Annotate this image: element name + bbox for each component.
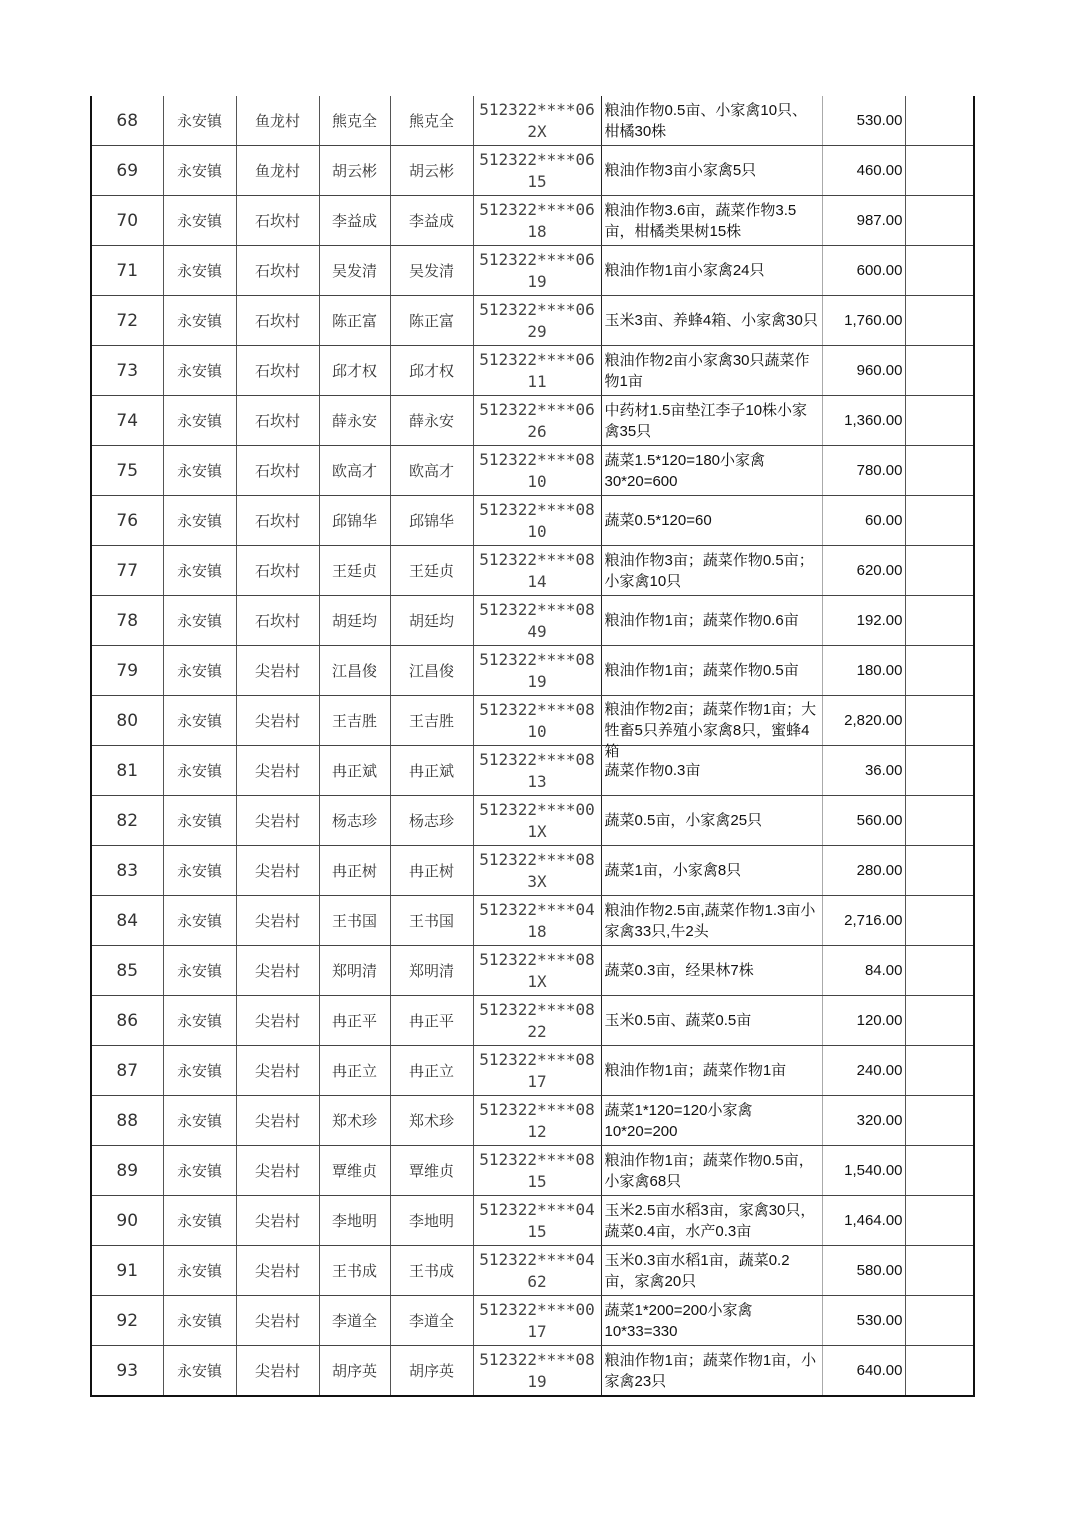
industry-description-text: 粮油作物2.5亩,蔬菜作物1.3亩小家禽33只,牛2头 <box>604 901 816 940</box>
village-cell: 尖岩村 <box>236 1146 319 1196</box>
household-head-cell: 陈正富 <box>319 296 390 346</box>
subsidy-amount-cell: 640.00 <box>822 1346 905 1397</box>
industry-description-text: 玉米0.3亩水稻1亩，蔬菜0.2亩，家禽20只 <box>604 1251 790 1290</box>
industry-description-cell <box>601 446 822 496</box>
household-head-cell: 杨志珍 <box>319 796 390 846</box>
town-cell: 永安镇 <box>163 646 236 696</box>
table-row <box>91 96 974 146</box>
subsidy-amount-cell: 1,360.00 <box>822 396 905 446</box>
subsidy-amount-cell: 36.00 <box>822 746 905 796</box>
recipient-name-cell: 胡廷均 <box>390 596 473 646</box>
table-row <box>91 446 974 496</box>
row-number: 91 <box>91 1246 163 1296</box>
subsidy-amount-cell: 1,540.00 <box>822 1146 905 1196</box>
recipient-name-cell: 邱锦华 <box>390 496 473 546</box>
town-cell: 永安镇 <box>163 1196 236 1246</box>
id-number-cell: 512322****0813 <box>473 746 601 796</box>
id-number-cell: 512322****0822 <box>473 996 601 1046</box>
remarks-cell <box>905 196 974 246</box>
town-cell: 永安镇 <box>163 196 236 246</box>
subsidy-amount-cell: 987.00 <box>822 196 905 246</box>
subsidy-amount-cell: 530.00 <box>822 1296 905 1346</box>
industry-description-cell <box>601 1096 822 1146</box>
remarks-cell <box>905 96 974 146</box>
village-cell: 石坎村 <box>236 396 319 446</box>
row-number: 87 <box>91 1046 163 1096</box>
household-head-cell: 覃维贞 <box>319 1146 390 1196</box>
household-head-cell: 邱锦华 <box>319 496 390 546</box>
table-row <box>91 1296 974 1346</box>
table-row <box>91 746 974 796</box>
industry-description-text: 粮油作物1亩；蔬菜作物1亩 <box>604 1062 787 1079</box>
subsidy-amount-cell: 530.00 <box>822 96 905 146</box>
town-cell: 永安镇 <box>163 296 236 346</box>
industry-description-cell <box>601 846 822 896</box>
industry-description-text: 粮油作物0.5亩、小家禽10只、柑橘30株 <box>604 101 808 140</box>
village-cell: 鱼龙村 <box>236 146 319 196</box>
recipient-name-cell: 冉正树 <box>390 846 473 896</box>
town-cell: 永安镇 <box>163 396 236 446</box>
id-number-cell: 512322****081X <box>473 946 601 996</box>
town-cell: 永安镇 <box>163 546 236 596</box>
remarks-cell <box>905 746 974 796</box>
subsidy-amount-cell: 560.00 <box>822 796 905 846</box>
village-cell: 石坎村 <box>236 196 319 246</box>
id-number-cell: 512322****0462 <box>473 1246 601 1296</box>
table-row <box>91 1046 974 1096</box>
household-head-cell: 邱才权 <box>319 346 390 396</box>
subsidy-amount-cell: 620.00 <box>822 546 905 596</box>
subsidy-amount-cell: 1,760.00 <box>822 296 905 346</box>
industry-description-cell <box>601 796 822 846</box>
remarks-cell <box>905 846 974 896</box>
industry-description-text: 粮油作物1亩；蔬菜作物0.5亩，小家禽68只 <box>604 1151 814 1190</box>
remarks-cell <box>905 296 974 346</box>
village-cell: 尖岩村 <box>236 896 319 946</box>
town-cell: 永安镇 <box>163 1246 236 1296</box>
industry-description-cell <box>601 696 822 760</box>
recipient-name-cell: 王吉胜 <box>390 696 473 746</box>
village-cell: 石坎村 <box>236 346 319 396</box>
remarks-cell <box>905 996 974 1046</box>
recipient-name-cell: 胡云彬 <box>390 146 473 196</box>
recipient-name-cell: 吴发清 <box>390 246 473 296</box>
industry-description-text: 玉米0.5亩、蔬菜0.5亩 <box>604 1012 752 1029</box>
table-row <box>91 796 974 846</box>
remarks-cell <box>905 596 974 646</box>
subsidy-amount-cell: 180.00 <box>822 646 905 696</box>
subsidy-amount-cell: 1,464.00 <box>822 1196 905 1246</box>
subsidy-amount-cell: 2,716.00 <box>822 896 905 946</box>
household-head-cell: 王廷贞 <box>319 546 390 596</box>
industry-description-cell <box>601 546 822 596</box>
village-cell: 尖岩村 <box>236 1196 319 1246</box>
remarks-cell <box>905 396 974 446</box>
industry-description-text: 蔬菜1*200=200小家禽10*33=330 <box>604 1301 753 1340</box>
village-cell: 尖岩村 <box>236 846 319 896</box>
table-row <box>91 1146 974 1196</box>
town-cell: 永安镇 <box>163 1296 236 1346</box>
remarks-cell <box>905 1346 974 1397</box>
subsidy-amount-cell: 120.00 <box>822 996 905 1046</box>
remarks-cell <box>905 1246 974 1296</box>
row-number: 85 <box>91 946 163 996</box>
remarks-cell <box>905 146 974 196</box>
id-number-cell: 512322****0819 <box>473 1346 601 1397</box>
remarks-cell <box>905 896 974 946</box>
remarks-cell <box>905 796 974 846</box>
village-cell: 石坎村 <box>236 546 319 596</box>
id-number-cell: 512322****0629 <box>473 296 601 346</box>
subsidy-amount-cell: 600.00 <box>822 246 905 296</box>
subsidy-amount-cell: 960.00 <box>822 346 905 396</box>
recipient-name-cell: 王廷贞 <box>390 546 473 596</box>
table-row <box>91 546 974 596</box>
industry-description-cell <box>601 1346 822 1397</box>
industry-description-cell <box>601 996 822 1046</box>
id-number-cell: 512322****0815 <box>473 1146 601 1196</box>
subsidy-amount-cell: 2,820.00 <box>822 696 905 746</box>
remarks-cell <box>905 646 974 696</box>
recipient-name-cell: 王书成 <box>390 1246 473 1296</box>
recipient-name-cell: 郑明清 <box>390 946 473 996</box>
industry-description-text: 粮油作物1亩；蔬菜作物1亩，小家禽23只 <box>604 1351 817 1390</box>
table-row <box>91 596 974 646</box>
village-cell: 石坎村 <box>236 596 319 646</box>
row-number: 70 <box>91 196 163 246</box>
row-number: 90 <box>91 1196 163 1246</box>
village-cell: 尖岩村 <box>236 1046 319 1096</box>
village-cell: 尖岩村 <box>236 696 319 746</box>
subsidy-amount-cell: 320.00 <box>822 1096 905 1146</box>
id-number-cell: 512322****083X <box>473 846 601 896</box>
id-number-cell: 512322****0810 <box>473 446 601 496</box>
industry-description-cell <box>601 296 822 346</box>
industry-description-text: 蔬菜1.5*120=180小家禽30*20=600 <box>604 451 766 490</box>
row-number: 72 <box>91 296 163 346</box>
id-number-cell: 512322****0817 <box>473 1046 601 1096</box>
village-cell: 石坎村 <box>236 446 319 496</box>
subsidy-amount-cell: 780.00 <box>822 446 905 496</box>
row-number: 89 <box>91 1146 163 1196</box>
recipient-name-cell: 覃维贞 <box>390 1146 473 1196</box>
row-number: 78 <box>91 596 163 646</box>
town-cell: 永安镇 <box>163 496 236 546</box>
recipient-name-cell: 冉正斌 <box>390 746 473 796</box>
row-number: 92 <box>91 1296 163 1346</box>
remarks-cell <box>905 496 974 546</box>
id-number-cell: 512322****0418 <box>473 896 601 946</box>
row-number: 74 <box>91 396 163 446</box>
subsidy-amount-cell: 60.00 <box>822 496 905 546</box>
industry-description-cell <box>601 196 822 246</box>
industry-description-text: 蔬菜作物0.3亩 <box>604 762 701 779</box>
town-cell: 永安镇 <box>163 596 236 646</box>
remarks-cell <box>905 246 974 296</box>
table-row <box>91 396 974 446</box>
household-head-cell: 王书成 <box>319 1246 390 1296</box>
id-number-cell: 512322****001X <box>473 796 601 846</box>
industry-description-text: 蔬菜0.5亩，小家禽25只 <box>604 812 763 829</box>
industry-description-cell <box>601 346 822 396</box>
subsidy-amount-cell: 84.00 <box>822 946 905 996</box>
town-cell: 永安镇 <box>163 1046 236 1096</box>
village-cell: 尖岩村 <box>236 646 319 696</box>
town-cell: 永安镇 <box>163 146 236 196</box>
industry-description-text: 粮油作物1亩；蔬菜作物0.6亩 <box>604 612 799 629</box>
town-cell: 永安镇 <box>163 896 236 946</box>
table-row <box>91 996 974 1046</box>
remarks-cell <box>905 1046 974 1096</box>
town-cell: 永安镇 <box>163 946 236 996</box>
town-cell: 永安镇 <box>163 746 236 796</box>
industry-description-text: 粮油作物2亩；蔬菜作物1亩；大牲畜5只养殖小家禽8只，蜜蜂4箱 <box>604 700 817 760</box>
village-cell: 尖岩村 <box>236 1096 319 1146</box>
industry-description-cell <box>601 146 822 196</box>
subsidy-amount-cell: 240.00 <box>822 1046 905 1096</box>
household-head-cell: 吴发清 <box>319 246 390 296</box>
recipient-name-cell: 冉正立 <box>390 1046 473 1096</box>
remarks-cell <box>905 546 974 596</box>
id-number-cell: 512322****0619 <box>473 246 601 296</box>
industry-description-cell <box>601 646 822 696</box>
industry-description-cell <box>601 946 822 996</box>
id-number-cell: 512322****0611 <box>473 346 601 396</box>
household-head-cell: 李道全 <box>319 1296 390 1346</box>
row-number: 80 <box>91 696 163 746</box>
household-head-cell: 胡廷均 <box>319 596 390 646</box>
table-row <box>91 946 974 996</box>
remarks-cell <box>905 446 974 496</box>
industry-description-cell <box>601 746 822 796</box>
town-cell: 永安镇 <box>163 696 236 746</box>
industry-description-cell <box>601 96 822 146</box>
id-number-cell: 512322****0810 <box>473 696 601 746</box>
row-number: 93 <box>91 1346 163 1397</box>
village-cell: 尖岩村 <box>236 796 319 846</box>
household-head-cell: 胡云彬 <box>319 146 390 196</box>
row-number: 83 <box>91 846 163 896</box>
industry-description-text: 粮油作物2亩小家禽30只蔬菜作物1亩 <box>604 351 810 390</box>
household-head-cell: 冉正树 <box>319 846 390 896</box>
town-cell: 永安镇 <box>163 1346 236 1397</box>
remarks-cell <box>905 346 974 396</box>
industry-description-cell <box>601 1046 822 1096</box>
recipient-name-cell: 薛永安 <box>390 396 473 446</box>
row-number: 77 <box>91 546 163 596</box>
village-cell: 尖岩村 <box>236 996 319 1046</box>
remarks-cell <box>905 1146 974 1196</box>
row-number: 84 <box>91 896 163 946</box>
remarks-cell <box>905 1296 974 1346</box>
id-number-cell: 512322****0017 <box>473 1296 601 1346</box>
table-row <box>91 1346 974 1397</box>
household-head-cell: 冉正斌 <box>319 746 390 796</box>
household-head-cell: 郑术珍 <box>319 1096 390 1146</box>
town-cell: 永安镇 <box>163 96 236 146</box>
subsidy-amount-cell: 580.00 <box>822 1246 905 1296</box>
id-number-cell: 512322****0849 <box>473 596 601 646</box>
row-number: 76 <box>91 496 163 546</box>
id-number-cell: 512322****0810 <box>473 496 601 546</box>
village-cell: 石坎村 <box>236 296 319 346</box>
industry-description-cell <box>601 396 822 446</box>
recipient-name-cell: 江昌俊 <box>390 646 473 696</box>
table-row <box>91 1096 974 1146</box>
table-row <box>91 846 974 896</box>
village-cell: 鱼龙村 <box>236 96 319 146</box>
industry-description-text: 玉米3亩、养蜂4箱、小家禽30只 <box>604 312 818 329</box>
id-number-cell: 512322****0626 <box>473 396 601 446</box>
town-cell: 永安镇 <box>163 1146 236 1196</box>
industry-description-cell <box>601 1196 822 1246</box>
household-head-cell: 胡序英 <box>319 1346 390 1397</box>
household-head-cell: 王书国 <box>319 896 390 946</box>
town-cell: 永安镇 <box>163 1096 236 1146</box>
industry-description-cell <box>601 496 822 546</box>
recipient-name-cell: 邱才权 <box>390 346 473 396</box>
household-head-cell: 熊克全 <box>319 96 390 146</box>
recipient-name-cell: 李地明 <box>390 1196 473 1246</box>
town-cell: 永安镇 <box>163 996 236 1046</box>
recipient-name-cell: 郑术珍 <box>390 1096 473 1146</box>
id-number-cell: 512322****0814 <box>473 546 601 596</box>
beneficiary-table <box>90 96 975 1397</box>
table-row <box>91 296 974 346</box>
remarks-cell <box>905 1196 974 1246</box>
row-number: 69 <box>91 146 163 196</box>
household-head-cell: 李益成 <box>319 196 390 246</box>
recipient-name-cell: 李益成 <box>390 196 473 246</box>
household-head-cell: 欧高才 <box>319 446 390 496</box>
industry-description-text: 蔬菜0.5*120=60 <box>604 512 712 529</box>
subsidy-amount-cell: 460.00 <box>822 146 905 196</box>
industry-description-text: 蔬菜1*120=120小家禽10*20=200 <box>604 1101 753 1140</box>
table-row <box>91 896 974 946</box>
town-cell: 永安镇 <box>163 796 236 846</box>
row-number: 75 <box>91 446 163 496</box>
household-head-cell: 江昌俊 <box>319 646 390 696</box>
village-cell: 尖岩村 <box>236 1246 319 1296</box>
industry-description-text: 蔬菜0.3亩，经果林7株 <box>604 962 754 979</box>
industry-description-cell <box>601 246 822 296</box>
id-number-cell: 512322****0618 <box>473 196 601 246</box>
table-row <box>91 196 974 246</box>
table-row <box>91 346 974 396</box>
household-head-cell: 冉正平 <box>319 996 390 1046</box>
table-row <box>91 646 974 696</box>
village-cell: 尖岩村 <box>236 1296 319 1346</box>
subsidy-amount-cell: 192.00 <box>822 596 905 646</box>
table-body <box>91 96 974 1396</box>
town-cell: 永安镇 <box>163 246 236 296</box>
recipient-name-cell: 胡序英 <box>390 1346 473 1397</box>
table-row <box>91 146 974 196</box>
remarks-cell <box>905 696 974 746</box>
row-number: 73 <box>91 346 163 396</box>
household-head-cell: 冉正立 <box>319 1046 390 1096</box>
village-cell: 尖岩村 <box>236 746 319 796</box>
town-cell: 永安镇 <box>163 846 236 896</box>
id-number-cell: 512322****0415 <box>473 1196 601 1246</box>
remarks-cell <box>905 1096 974 1146</box>
industry-description-text: 粮油作物3亩；蔬菜作物0.5亩；小家禽10只 <box>604 551 814 590</box>
row-number: 86 <box>91 996 163 1046</box>
row-number: 68 <box>91 96 163 146</box>
industry-description-text: 玉米2.5亩水稻3亩，家禽30只，蔬菜0.4亩，水产0.3亩 <box>604 1201 816 1240</box>
id-number-cell: 512322****062X <box>473 96 601 146</box>
table-row <box>91 1246 974 1296</box>
recipient-name-cell: 熊克全 <box>390 96 473 146</box>
village-cell: 尖岩村 <box>236 946 319 996</box>
industry-description-cell <box>601 1246 822 1296</box>
village-cell: 石坎村 <box>236 246 319 296</box>
industry-description-text: 中药材1.5亩垫江李子10株小家禽35只 <box>604 401 808 440</box>
id-number-cell: 512322****0819 <box>473 646 601 696</box>
town-cell: 永安镇 <box>163 346 236 396</box>
recipient-name-cell: 杨志珍 <box>390 796 473 846</box>
row-number: 81 <box>91 746 163 796</box>
household-head-cell: 郑明清 <box>319 946 390 996</box>
row-number: 82 <box>91 796 163 846</box>
id-number-cell: 512322****0812 <box>473 1096 601 1146</box>
row-number: 79 <box>91 646 163 696</box>
industry-description-cell <box>601 896 822 946</box>
row-number: 71 <box>91 246 163 296</box>
industry-description-cell <box>601 596 822 646</box>
industry-description-text: 粮油作物1亩小家禽24只 <box>604 262 765 279</box>
household-head-cell: 薛永安 <box>319 396 390 446</box>
recipient-name-cell: 欧高才 <box>390 446 473 496</box>
industry-description-text: 粮油作物3.6亩，蔬菜作物3.5亩，柑橘类果树15株 <box>604 201 797 240</box>
table-row <box>91 1196 974 1246</box>
industry-description-cell <box>601 1146 822 1196</box>
table-row <box>91 246 974 296</box>
recipient-name-cell: 王书国 <box>390 896 473 946</box>
village-cell: 石坎村 <box>236 496 319 546</box>
industry-description-text: 粮油作物1亩；蔬菜作物0.5亩 <box>604 662 799 679</box>
village-cell: 尖岩村 <box>236 1346 319 1397</box>
industry-description-cell <box>601 1296 822 1346</box>
recipient-name-cell: 李道全 <box>390 1296 473 1346</box>
remarks-cell <box>905 946 974 996</box>
subsidy-amount-cell: 280.00 <box>822 846 905 896</box>
industry-description-text: 粮油作物3亩小家禽5只 <box>604 162 757 179</box>
industry-description-text: 蔬菜1亩，小家禽8只 <box>604 862 742 879</box>
table-row <box>91 696 974 746</box>
household-head-cell: 李地明 <box>319 1196 390 1246</box>
row-number: 88 <box>91 1096 163 1146</box>
household-head-cell: 王吉胜 <box>319 696 390 746</box>
recipient-name-cell: 冉正平 <box>390 996 473 1046</box>
table-row <box>91 496 974 546</box>
town-cell: 永安镇 <box>163 446 236 496</box>
id-number-cell: 512322****0615 <box>473 146 601 196</box>
recipient-name-cell: 陈正富 <box>390 296 473 346</box>
